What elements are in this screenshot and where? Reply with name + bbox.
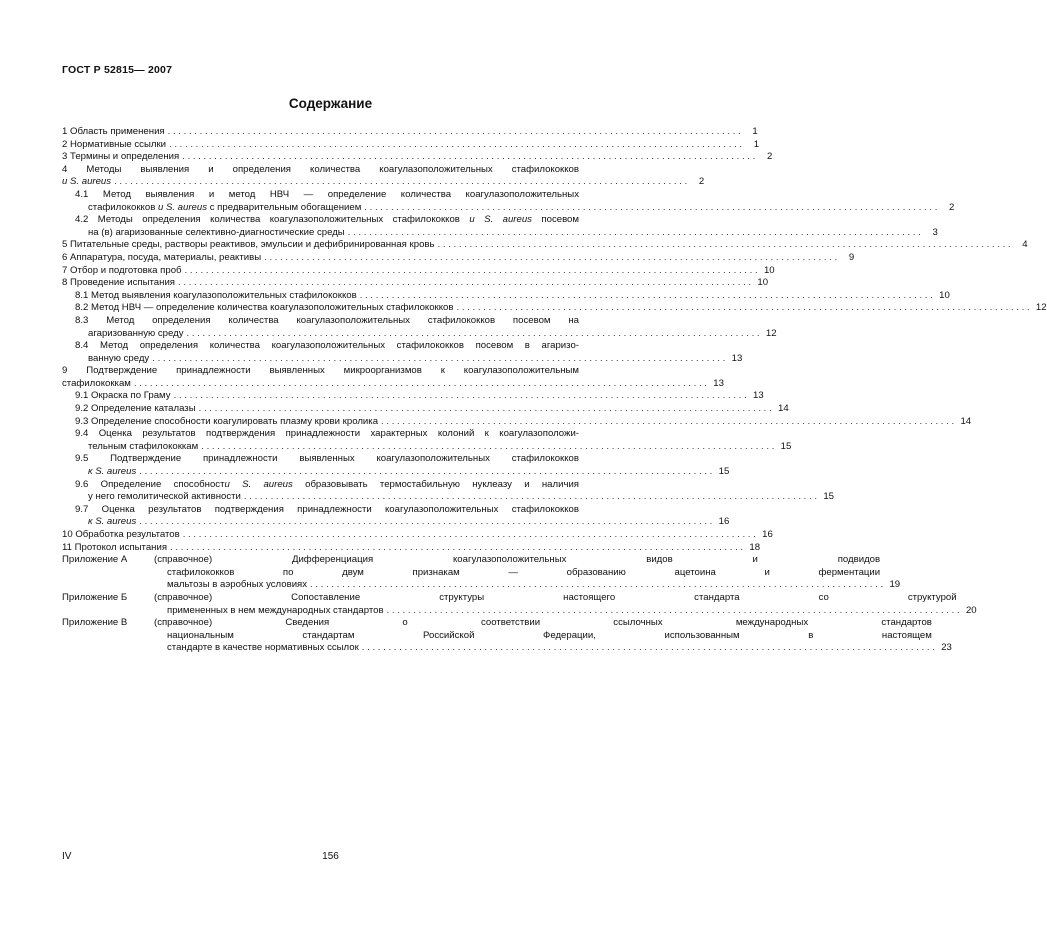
appendix-text: (справочное) Дифференциация коагулазоположительных видов и подвидов	[154, 554, 881, 566]
toc-entry-text: 8.2 Метод НВЧ — определение количества коагулазоположительных стафилококков	[75, 302, 454, 314]
toc-entry[interactable]	[62, 403, 789, 416]
appendix-label: Приложение А	[62, 554, 128, 566]
toc-entry[interactable]	[62, 302, 1047, 315]
appendix-text: национальным стандартам Российской Федерации, использованным в настоящем	[167, 629, 932, 641]
toc-entry-text: 9.2 Определение каталазы	[75, 403, 196, 415]
toc-page-number: 12	[765, 327, 777, 339]
toc-entry-text: 7 Отбор и подготовка проб	[62, 264, 182, 276]
leader-dots	[170, 542, 743, 555]
toc-entry[interactable]	[62, 188, 955, 214]
toc-entry[interactable]	[62, 163, 705, 189]
toc-entry-text: агаризованную среду	[88, 327, 184, 339]
page-roman-numeral: IV	[62, 851, 72, 862]
page-title: Содержание	[288, 96, 373, 111]
toc-entry[interactable]	[62, 453, 730, 478]
toc-entry[interactable]	[62, 365, 724, 390]
toc-page-number: 1	[752, 126, 758, 137]
toc-entry-text: 6 Аппаратура, посуда, материалы, реактивы	[62, 251, 262, 263]
toc-entry[interactable]	[62, 214, 938, 239]
toc-entry-text: у него гемолитической активности	[88, 491, 241, 503]
toc-page-number: 18	[749, 541, 761, 553]
toc-entry-text: 9.5 Подтверждение принадлежности выявленных коагулазоположительных стафилококков	[75, 453, 579, 465]
appendix-text: стандарте в качестве нормативных ссылок	[167, 642, 359, 654]
appendix-entry[interactable]	[62, 554, 901, 592]
toc-entry[interactable]	[62, 277, 769, 290]
toc-page-number: 10	[757, 277, 769, 289]
toc-page-number: 1	[753, 138, 760, 150]
toc-entry-text: 9.4 Оценка результатов подтверждения принадлежности характерных колоний к коагулазоположи-	[75, 428, 579, 440]
leader-dots	[387, 605, 960, 618]
toc-page-number: 15	[780, 440, 792, 452]
toc-entry-text: 5 Питательные среды, растворы реактивов, эмульсии и дефибринированная кровь	[62, 239, 435, 251]
toc-entry-text: 8.4 Метод определения количества коагулазоположительных стафилококков посевом в агаризо-	[75, 340, 579, 352]
toc-entry[interactable]	[62, 415, 972, 429]
toc-entry-text: 8.1 Метод выявления коагулазоположительных стафилококков	[75, 289, 357, 301]
leader-dots	[169, 139, 742, 152]
toc-entry-text: 8 Проведение испытания	[62, 277, 175, 289]
toc-entry[interactable]	[62, 529, 773, 542]
toc-entry-text: 4.2 Методы определения количества коагулазоположительных стафилококков и S. aureus посевом	[75, 214, 579, 226]
leader-dots	[168, 126, 741, 139]
toc-entry[interactable]	[62, 314, 777, 340]
toc-entry-text: 4 Методы выявления и определения количества коагулазоположительных стафилококков	[62, 163, 579, 175]
leader-dots	[178, 277, 751, 290]
leader-dots	[264, 252, 837, 265]
toc-page-number: 3	[932, 226, 938, 238]
appendix-entry[interactable]	[62, 591, 977, 617]
toc-entry-text: ванную среду	[88, 352, 150, 364]
toc-entry-text: к S. aureus	[88, 466, 137, 478]
toc-entry-text: 4.1 Метод выявления и метод НВЧ — определение количества коагулазоположительных	[75, 188, 579, 200]
leader-dots	[244, 491, 817, 504]
leader-dots	[183, 529, 756, 542]
toc-entry-text: 10 Обработка результатов	[62, 529, 180, 540]
toc-page-number: 2	[698, 176, 705, 188]
leader-dots	[201, 441, 774, 454]
leader-dots	[310, 579, 883, 592]
toc-entry-text: к S. aureus	[88, 516, 137, 528]
toc-entry[interactable]	[62, 239, 1028, 252]
leader-dots	[199, 403, 772, 416]
toc-entry-text: тельным стафилококкам	[88, 440, 199, 452]
toc-entry[interactable]	[62, 264, 775, 278]
toc-page-number: 9	[848, 251, 855, 263]
toc-entry[interactable]	[62, 428, 792, 453]
toc-entry-text: 9.3 Определение способности коагулировать плазму крови кролика	[75, 415, 379, 427]
appendix-page-number: 23	[941, 642, 952, 654]
toc-entry-text: на (в) агаризованные селективно-диагностические среды	[88, 226, 345, 238]
appendix-label: Приложение Б	[62, 591, 128, 603]
appendix-page-number: 19	[889, 579, 901, 591]
toc-page-number: 15	[823, 491, 834, 503]
toc-page-number: 10	[939, 289, 950, 301]
leader-dots	[360, 290, 933, 303]
toc-entry[interactable]	[62, 340, 743, 365]
toc-page-number: 13	[752, 390, 764, 402]
toc-entry-text: 9 Подтверждение принадлежности выявленных микроорганизмов к коагулазоположительным	[62, 365, 579, 377]
toc-entry[interactable]	[62, 126, 758, 139]
toc-entry[interactable]	[62, 151, 773, 164]
table-of-contents	[62, 126, 1047, 655]
leader-dots	[187, 328, 760, 341]
leader-dots	[114, 176, 687, 189]
toc-page-number: 15	[718, 466, 730, 478]
appendix-text: (справочное) Сведения о соответствии ссылочных международных стандартов	[154, 617, 932, 629]
toc-entry[interactable]	[62, 390, 764, 403]
toc-entry[interactable]	[62, 503, 730, 529]
toc-page-number: 4	[1022, 239, 1028, 251]
toc-page-number: 12	[1035, 302, 1047, 314]
toc-entry[interactable]	[62, 251, 855, 265]
toc-page-number: 14	[778, 403, 789, 415]
toc-page-number: 16	[762, 529, 773, 540]
appendix-text: мальтозы в аэробных условиях	[167, 579, 308, 591]
toc-entry-text: 2 Нормативные ссылки	[62, 138, 167, 150]
toc-entry[interactable]	[62, 138, 760, 152]
appendix-text: (справочное) Сопоставление структуры настоящего стандарта со структурой	[154, 591, 957, 603]
toc-entry-text: 9.7 Оценка результатов подтверждения принадлежности коагулазоположительных стафилококков	[75, 503, 579, 515]
leader-dots	[139, 516, 712, 529]
toc-entry-text: 1 Область применения	[62, 126, 165, 137]
leader-dots	[362, 642, 935, 655]
leader-dots	[457, 302, 1030, 315]
appendix-label: Приложение В	[62, 617, 128, 629]
toc-page-number: 2	[949, 201, 955, 213]
toc-entry-text: стафилококкам	[62, 377, 131, 389]
leader-dots	[438, 239, 1011, 252]
toc-entry-text: 8.3 Метод определения количества коагулазоположительных стафилококков посевом на	[75, 314, 579, 326]
appendix-text: стафилококков по двум признакам — образованию ацетоина и ферментации	[167, 566, 881, 578]
leader-dots	[134, 378, 707, 391]
leader-dots	[348, 227, 921, 240]
toc-entry-text: 9.6 Определение способности S. aureus образовывать термостабильную нуклеазу и наличия	[75, 478, 579, 490]
leader-dots	[364, 202, 937, 215]
appendix-page-number: 20	[965, 604, 977, 616]
leader-dots	[152, 353, 725, 366]
toc-page-number: 13	[713, 377, 724, 389]
leader-dots	[182, 151, 755, 164]
toc-page-number: 16	[718, 516, 730, 528]
toc-entry-text: и S. aureus	[62, 176, 112, 188]
toc-entry-text: 11 Протокол испытания	[62, 541, 168, 553]
appendix-text: примененных в нем международных стандартов	[167, 604, 384, 616]
leader-dots	[185, 265, 758, 278]
toc-page-number: 10	[763, 264, 775, 276]
toc-entry-text: стафилококков и S. aureus с предварительным обогащением	[88, 201, 362, 213]
leader-dots	[139, 466, 712, 479]
toc-entry-text: 9.1 Окраска по Граму	[75, 390, 171, 402]
toc-page-number: 13	[731, 352, 743, 364]
page-number: 156	[322, 851, 339, 862]
appendix-entry[interactable]	[62, 617, 952, 655]
toc-page-number: 2	[766, 151, 773, 163]
standard-header: ГОСТ Р 52815— 2007	[62, 64, 173, 76]
toc-entry[interactable]	[62, 478, 834, 504]
toc-entry[interactable]	[62, 541, 761, 555]
toc-entry-text: 3 Термины и определения	[62, 151, 180, 163]
leader-dots	[174, 390, 747, 403]
toc-page-number: 14	[960, 415, 972, 427]
toc-entry[interactable]	[62, 289, 950, 303]
leader-dots	[381, 416, 954, 429]
